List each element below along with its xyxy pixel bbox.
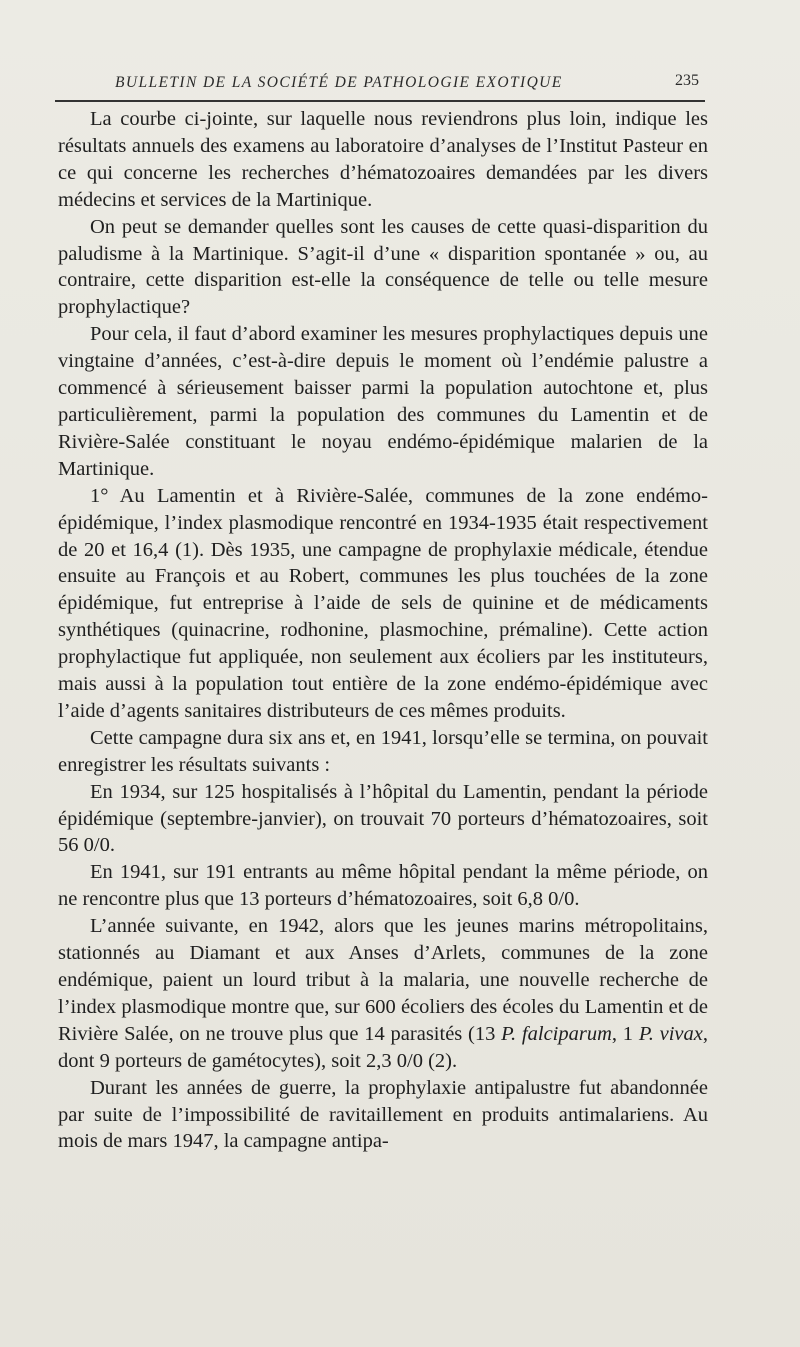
paragraph-3: Pour cela, il faut d’abord examiner les mesures prophylactiques depuis une vingtaine d’années, c’est-à-dire depuis le moment où l’endémie palustre a commencé à sérieusement baisser parmi la population autochtone et, plus particulièrement, parmi la population des communes du Lamentin et de Rivière-Salée constituant le noyau endémo-épidémique malarien de la Martinique. xyxy=(58,323,708,480)
page-header xyxy=(55,62,705,102)
running-title: BULLETIN DE LA SOCIÉTÉ DE PATHOLOGIE EXOTIQUE xyxy=(115,74,563,91)
paragraph-7: En 1941, sur 191 entrants au même hôpital pendant la même période, on ne rencontre plus que 13 porteurs d’hématozoaires, soit 6,8 0/0. xyxy=(58,861,708,911)
paragraph-2: On peut se demander quelles sont les causes de cette quasi-disparition du paludisme à la Martinique. S’agit-il d’une « disparition spontanée » ou, au contraire, cette disparition est-elle la conséquence de telle ou telle mesure prophylactique? xyxy=(58,215,708,319)
paragraph-9: Durant les années de guerre, la prophylaxie antipalustre fut abandonnée par suite de l’impossibilité de ravitaillement en produits antimalariens. Au mois de mars 1947, la campagne antipa- xyxy=(58,1076,708,1153)
species-vivax: P. vivax xyxy=(638,1022,703,1045)
paragraph-8-text-c: , dont 9 porteurs de gamétocytes), soit 2,3 0/0 (2). xyxy=(58,1022,708,1072)
body-text xyxy=(58,106,708,1155)
paragraph-5: Cette campagne dura six ans et, en 1941, lorsqu’elle se termina, on pouvait enregistrer les résultats suivants : xyxy=(58,726,708,776)
paragraph-8-text-b: , 1 xyxy=(611,1022,639,1045)
species-falciparum: P. falciparum xyxy=(501,1022,612,1045)
paragraph-1: La courbe ci-jointe, sur laquelle nous reviendrons plus loin, indique les résultats annuels des examens au laboratoire d’analyses de l’Institut Pasteur en ce qui concerne les recherches d’hématozoaires demandées par les divers médecins et services de la Martinique. xyxy=(58,108,708,211)
paragraph-8 xyxy=(58,913,708,1074)
paragraph-8-text-a: L’année suivante, en 1942, alors que les jeunes marins métropolitains, stationnés au Diamant et aux Anses d’Arlets, communes de la zone endémique, paient un lourd tribut à la malaria, une nouvelle recherche de l’index plasmodique montre que, sur 600 écoliers des écoles du Lamentin et de Rivière Salée, on ne trouve plus que 14 parasités (13 xyxy=(58,915,708,1045)
paragraph-4: 1° Au Lamentin et à Rivière-Salée, communes de la zone endémo-épidémique, l’index plasmodique rencontré en 1934-1935 était respectivement de 20 et 16,4 (1). Dès 1935, une campagne de prophylaxie médicale, étendue ensuite au François et au Robert, communes les plus touchées de la zone épidémique, fut entreprise à l’aide de sels de quinine et de médicaments synthétiques (quinacrine, rodhonine, plasmochine, prémaline). Cette action prophylactique fut appliquée, non seulement aux écoliers par les instituteurs, mais aussi à la population tout entière de la zone endémo-épidémique avec l’aide d’agents sanitaires distributeurs de ces mêmes produits. xyxy=(58,484,708,722)
header-rule xyxy=(55,100,705,102)
page-number: 235 xyxy=(675,72,699,89)
paragraph-6: En 1934, sur 125 hospitalisés à l’hôpital du Lamentin, pendant la période épidémique (septembre-janvier), on trouvait 70 porteurs d’hématozoaires, soit 56 0/0. xyxy=(58,780,708,857)
